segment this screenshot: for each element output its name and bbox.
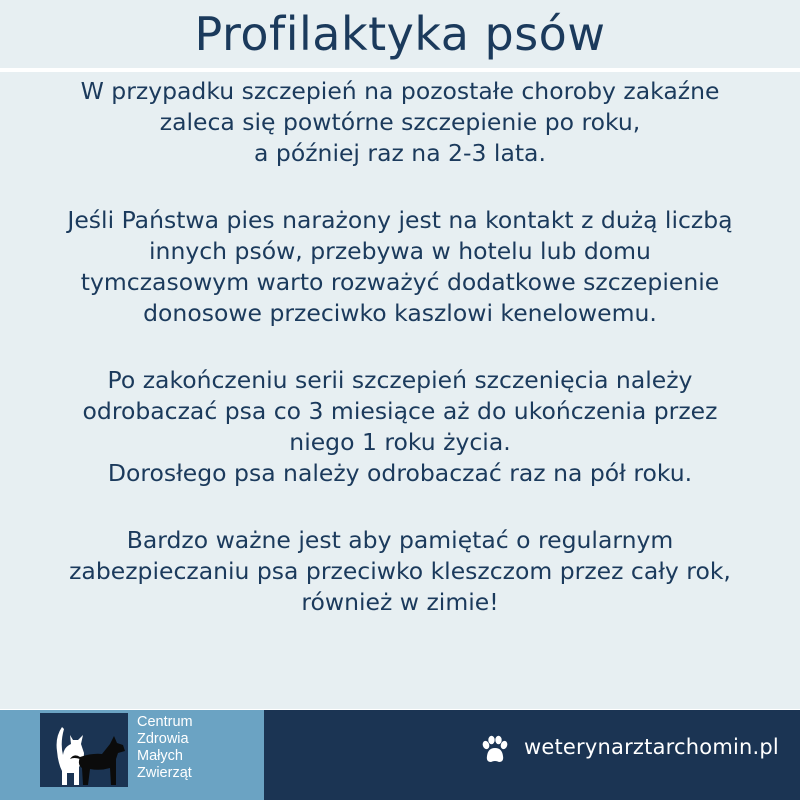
page-title: Profilaktyka psów xyxy=(194,7,606,61)
cat-and-dog-silhouette-icon xyxy=(40,713,128,787)
paragraph-kennel-cough xyxy=(0,205,800,329)
paragraph-list xyxy=(0,72,800,618)
text-line: również w zimie! xyxy=(301,588,499,616)
paragraph-vaccination xyxy=(0,76,800,169)
text-line: Po zakończeniu serii szczepień szczenięcia należy xyxy=(107,366,693,394)
text-line: donosowe przeciwko kaszlowi kenelowemu. xyxy=(143,299,657,327)
text-line: W przypadku szczepień na pozostałe choroby zakaźne xyxy=(80,77,720,105)
text-line: Dorosłego psa należy odrobaczać raz na pół roku. xyxy=(107,459,693,487)
footer-website-panel xyxy=(264,710,800,800)
text-line: a później raz na 2-3 lata. xyxy=(254,139,546,167)
website-link[interactable]: weterynarztarchomin.pl xyxy=(524,735,779,759)
logo-line: Małych xyxy=(137,748,183,764)
text-line: Jeśli Państwa pies narażony jest na kontakt z dużą liczbą xyxy=(67,206,733,234)
text-line: Bardzo ważne jest aby pamiętać o regularnym xyxy=(126,526,674,554)
paragraph-ticks xyxy=(0,525,800,618)
text-line: tymczasowym warto rozważyć dodatkowe szczepienie xyxy=(80,268,720,296)
paragraph-deworming xyxy=(0,365,800,489)
logo-line: Zwierząt xyxy=(137,765,192,781)
text-line: odrobaczać psa co 3 miesiące aż do ukończenia przez xyxy=(82,397,718,425)
header xyxy=(0,0,800,68)
paw-icon xyxy=(478,734,510,770)
logo-line: Centrum xyxy=(137,714,193,730)
logo-line: Zdrowia xyxy=(137,731,189,747)
logo-text xyxy=(137,714,193,782)
content-panel xyxy=(0,72,800,709)
text-line: innych psów, przebywa w hotelu lub domu xyxy=(149,237,651,265)
text-line: zabezpieczaniu psa przeciwko kleszczom przez cały rok, xyxy=(69,557,731,585)
text-line: zaleca się powtórne szczepienie po roku, xyxy=(159,108,641,136)
footer-logo-panel xyxy=(0,710,264,800)
text-line: niego 1 roku życia. xyxy=(289,428,511,456)
